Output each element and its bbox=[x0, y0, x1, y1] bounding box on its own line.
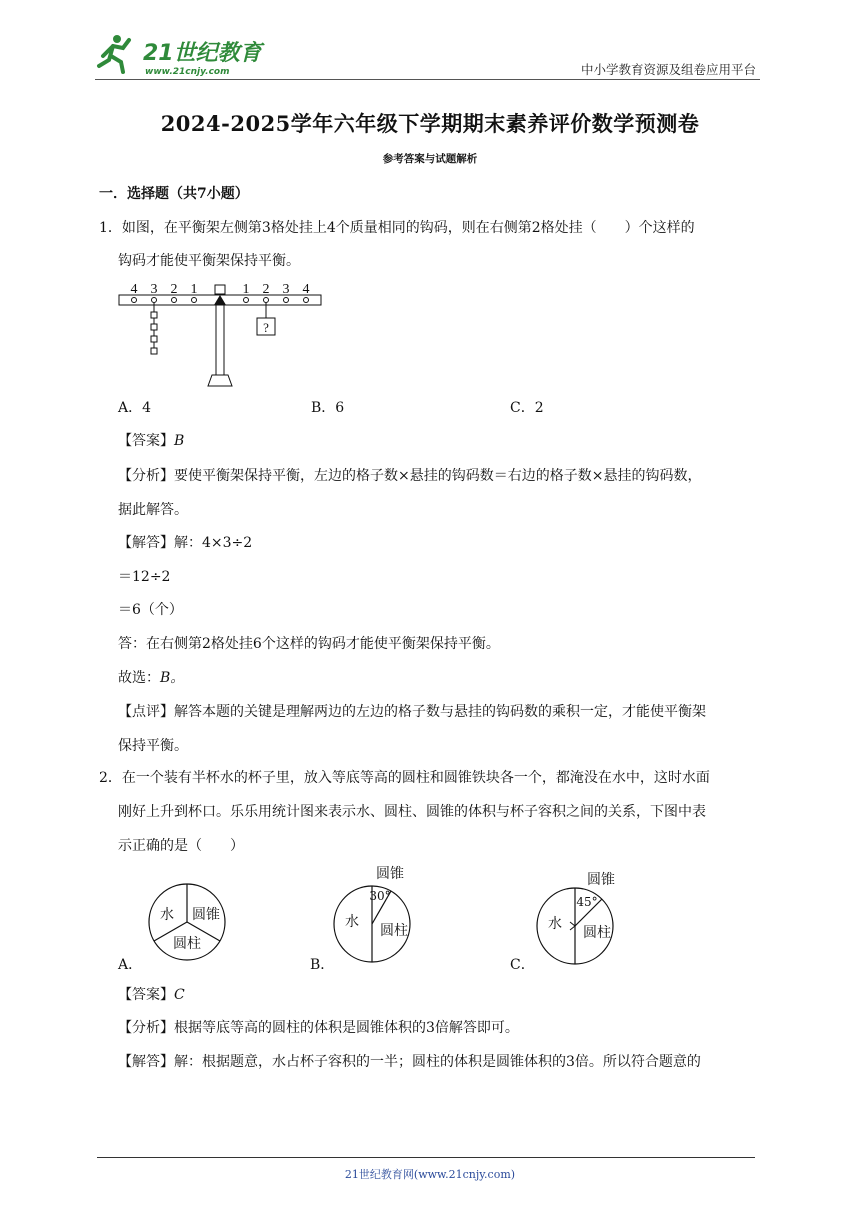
pie-chart-b bbox=[330, 862, 415, 967]
q2-stem-line1: 2．在一个装有半杯水的杯子里，放入等底等高的圆柱和圆锥铁块各一个，都淹没在水中，这时水面 bbox=[99, 770, 710, 786]
q1-stem-line1: 1．如图，在平衡架左侧第3格处挂上4个质量相同的钩码，则在右侧第2格处挂（ ）个这样的 bbox=[99, 220, 695, 236]
choice-value: B。 bbox=[160, 670, 185, 686]
stand-pole bbox=[216, 305, 224, 375]
pie-a-label-cylinder: 圆柱 bbox=[173, 936, 201, 952]
q1-analysis-line1: 【分析】要使平衡架保持平衡，左边的格子数×悬挂的钩码数＝右边的格子数×悬挂的钩码数， bbox=[118, 468, 702, 484]
q1-option-b: B．6 bbox=[311, 400, 345, 416]
platform-name: 中小学教育资源及组卷应用平台 bbox=[580, 62, 756, 77]
logo-text: 21世纪教育 bbox=[143, 41, 262, 66]
pivot-cap bbox=[215, 285, 225, 294]
left-number: 3 bbox=[150, 282, 158, 297]
page-footer: 21世纪教育网(www.21cnjy.com) bbox=[344, 1168, 516, 1181]
q2-answer bbox=[118, 985, 185, 1005]
pie-chart-c bbox=[533, 866, 623, 968]
pie-c-label-cone: 圆锥 bbox=[587, 872, 615, 888]
logo bbox=[95, 30, 265, 78]
footer-divider bbox=[97, 1157, 755, 1158]
q2-stem-line3: 示正确的是（ ） bbox=[118, 838, 244, 854]
pie-a-label-cone: 圆锥 bbox=[192, 907, 220, 923]
pie-b-label-cylinder: 圆柱 bbox=[380, 923, 408, 939]
left-number: 2 bbox=[170, 282, 178, 297]
q2-solution-line1: 【解答】解：根据题意，水占杯子容积的一半；圆柱的体积是圆锥体积的3倍。所以符合题意的 bbox=[118, 1054, 701, 1070]
q1-solution-line4: 答：在右侧第2格处挂6个这样的钩码才能使平衡架保持平衡。 bbox=[118, 636, 500, 652]
pie-b-angle: 30° bbox=[369, 889, 391, 903]
q1-comment-line2: 保持平衡。 bbox=[118, 738, 188, 754]
pie-c-angle: 45° bbox=[576, 895, 598, 909]
page-subtitle: 参考答案与试题解析 bbox=[382, 153, 478, 165]
q1-comment-line1: 【点评】解答本题的关键是理解两边的左边的格子数与悬挂的钩码数的乘积一定，才能使平衡架 bbox=[118, 704, 706, 720]
right-number: 4 bbox=[302, 282, 310, 297]
right-number: 3 bbox=[282, 282, 290, 297]
page-header bbox=[95, 30, 760, 80]
answer-label: 【答案】 bbox=[118, 433, 174, 449]
choice-label: 故选： bbox=[118, 670, 160, 686]
q2-analysis: 【分析】根据等底等高的圆柱的体积是圆锥体积的3倍解答即可。 bbox=[118, 1020, 519, 1036]
right-number: 2 bbox=[262, 282, 270, 297]
unknown-mark: ? bbox=[263, 320, 269, 335]
pie-b-label-water: 水 bbox=[345, 914, 359, 930]
q1-solution-line2: ＝12÷2 bbox=[118, 569, 171, 585]
left-number: 1 bbox=[190, 282, 198, 297]
pie-b-label-cone: 圆锥 bbox=[376, 866, 404, 882]
q1-option-a: A．4 bbox=[118, 400, 152, 416]
balance-figure bbox=[118, 278, 323, 390]
q2-option-a-label: A． bbox=[118, 957, 143, 973]
q2-option-b-label: B． bbox=[310, 957, 335, 973]
runner-icon bbox=[99, 35, 129, 72]
pie-chart-a bbox=[145, 880, 230, 965]
right-number: 1 bbox=[242, 282, 250, 297]
q1-analysis-line2: 据此解答。 bbox=[118, 502, 188, 518]
pie-c-label-cylinder: 圆柱 bbox=[583, 925, 611, 941]
q1-solution-line3: ＝6（个） bbox=[118, 602, 183, 618]
pie-a-label-water: 水 bbox=[160, 907, 174, 923]
pie-c-label-water: 水 bbox=[548, 916, 562, 932]
q1-option-c: C．2 bbox=[510, 400, 544, 416]
left-number: 4 bbox=[130, 282, 138, 297]
q1-solution-line1: 【解答】解：4×3÷2 bbox=[118, 535, 253, 551]
answer-value: C bbox=[174, 987, 185, 1003]
header-divider bbox=[95, 79, 760, 80]
q1-answer bbox=[118, 431, 184, 451]
answer-label: 【答案】 bbox=[118, 987, 174, 1003]
q2-stem-line2: 刚好上升到杯口。乐乐用统计图来表示水、圆柱、圆锥的体积与杯子容积之间的关系，下图中表 bbox=[118, 804, 706, 820]
q1-stem-line2: 钩码才能使平衡架保持平衡。 bbox=[118, 253, 300, 269]
q1-choice bbox=[118, 668, 184, 688]
stand-base bbox=[208, 375, 232, 386]
hook-weights bbox=[151, 303, 157, 354]
page-title: 2024-2025学年六年级下学期期末素养评价数学预测卷 bbox=[160, 111, 700, 136]
q2-option-c-label: C． bbox=[510, 957, 535, 973]
section-heading: 一．选择题（共7小题） bbox=[99, 186, 249, 202]
logo-url-text: www.21cnjy.com bbox=[145, 67, 230, 77]
answer-value: B bbox=[174, 433, 185, 449]
pivot-triangle bbox=[214, 295, 226, 305]
